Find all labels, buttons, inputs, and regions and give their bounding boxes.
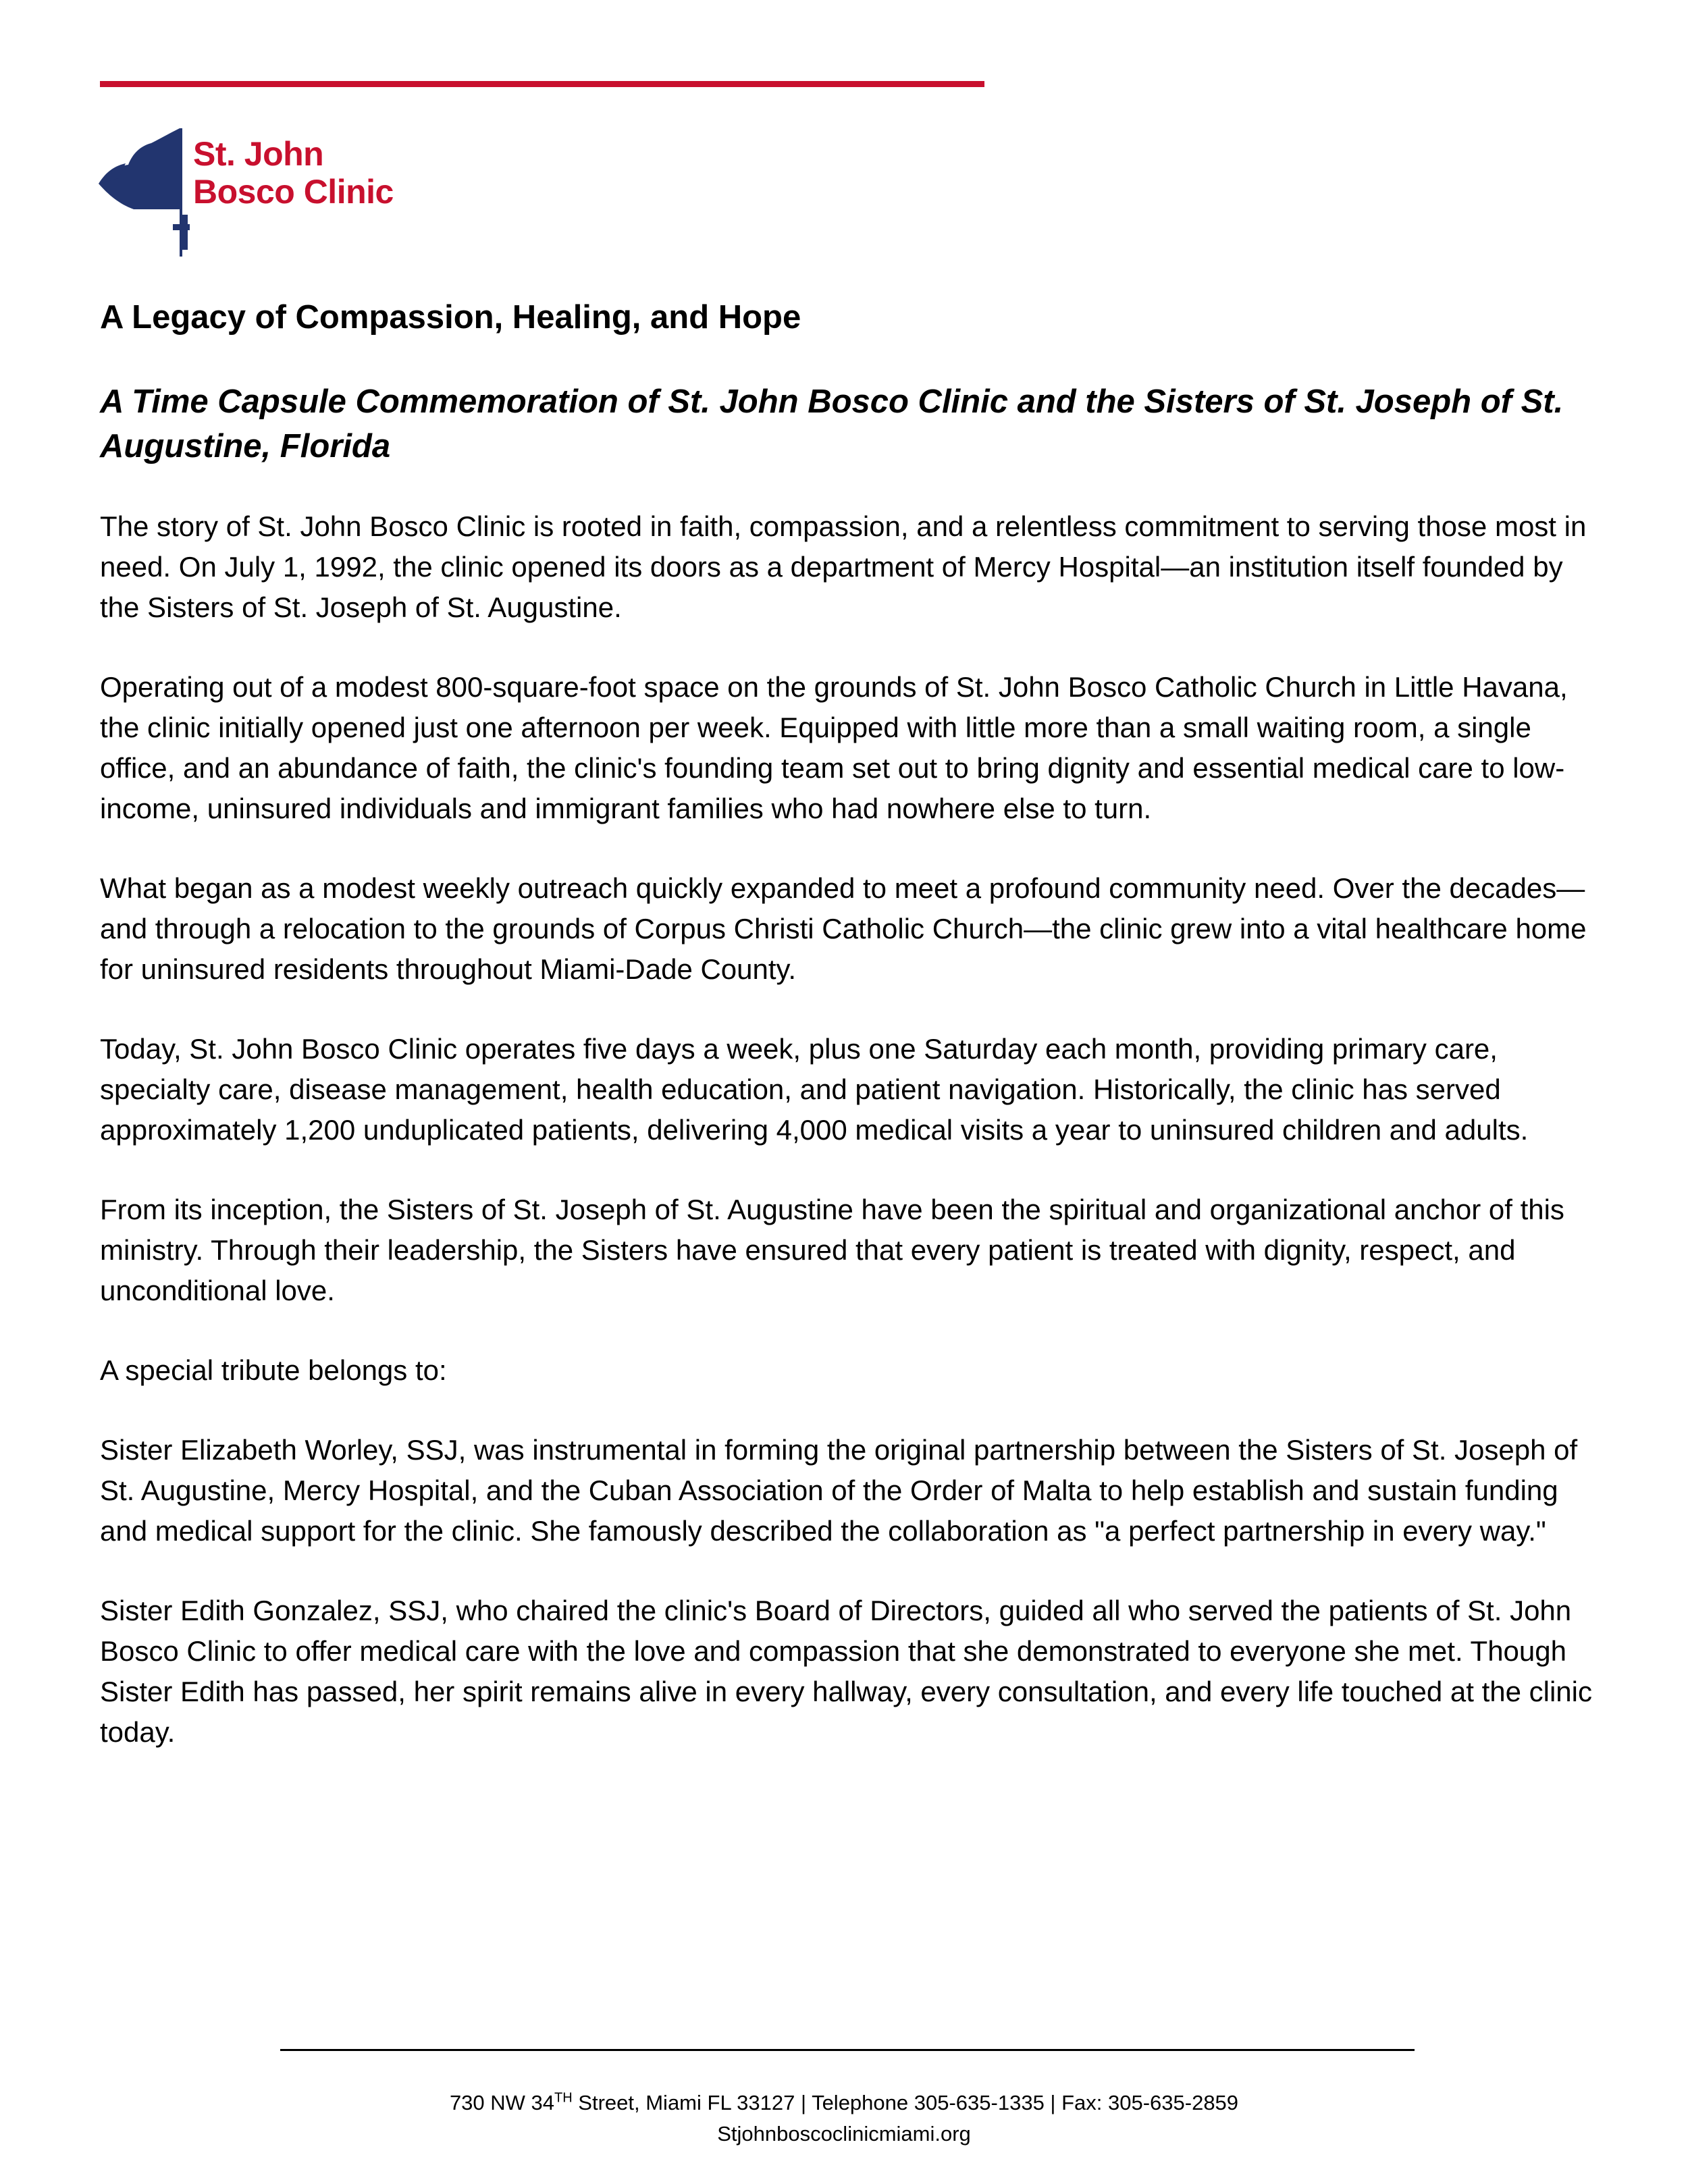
logo-line-1: St. John <box>193 135 324 173</box>
paragraph-tribute-intro: A special tribute belongs to: <box>100 1354 447 1386</box>
footer <box>0 2087 1688 2150</box>
paragraph-early-operations: Operating out of a modest 800-square-foot space on the grounds of St. John Bosco Catholic Church in Little Havana, the clinic initially opened just one afternoon per week. Equipped with little more than a small waiting room, a single office, and an abundance of faith, the clinic's founding team set out to bring dignity and essential medical care to low-income, uninsured individuals and immigrant families who had nowhere else to turn. <box>100 671 1568 824</box>
clinic-logo <box>99 128 396 257</box>
footer-address <box>0 2087 1688 2119</box>
address-superscript: TH <box>554 2090 573 2106</box>
document-title: A Legacy of Compassion, Healing, and Hope <box>100 299 801 336</box>
address-rest: Street, Miami FL 33127 | Telephone 305-635-1335 | Fax: 305-635-2859 <box>572 2091 1239 2114</box>
dove-cross-icon <box>99 128 190 257</box>
logo-wordmark <box>193 135 394 211</box>
paragraph-today: Today, St. John Bosco Clinic operates five days a week, plus one Saturday each month, providing primary care, specialty care, disease management, health education, and patient navigation. Historically, the clinic has served approximately 1,200 unduplicated patients, delivering 4,000 medical visits a year to uninsured children and adults. <box>100 1033 1529 1146</box>
paragraph-growth: What began as a modest weekly outreach quickly expanded to meet a profound community need. Over the decades—and through a relocation to the grounds of Corpus Christi Catholic Church—the clinic grew into a vital healthcare home for uninsured residents throughout Miami-Dade County. <box>100 872 1587 985</box>
paragraph-sister-edith: Sister Edith Gonzalez, SSJ, who chaired the clinic's Board of Directors, guided all who served the patients of St. John Bosco Clinic to offer medical care with the love and compassion that she demonstrated to everyone she met. Though Sister Edith has passed, her spirit remains alive in every hallway, every consultation, and every life touched at the clinic today. <box>100 1595 1592 1748</box>
paragraph-sister-elizabeth: Sister Elizabeth Worley, SSJ, was instrumental in forming the original partnership between the Sisters of St. Joseph of St. Augustine, Mercy Hospital, and the Cuban Association of the Order of Malta to help establish and sustain funding and medical support for the clinic. She famously described the collaboration as "a perfect partnership in every way." <box>100 1434 1578 1547</box>
paragraph-sisters: From its inception, the Sisters of St. Joseph of St. Augustine have been the spiritual and organizational anchor of this ministry. Through their leadership, the Sisters have ensured that every patient is treated with dignity, respect, and unconditional love. <box>100 1194 1564 1306</box>
header-rule <box>100 81 984 87</box>
document-body <box>100 297 1592 1792</box>
document-subtitle: A Time Capsule Commemoration of St. John Bosco Clinic and the Sisters of St. Joseph of St. Augustine, Florida <box>100 383 1564 464</box>
address-number: 730 NW 34 <box>449 2091 555 2114</box>
paragraph-origin: The story of St. John Bosco Clinic is rooted in faith, compassion, and a relentless commitment to serving those most in need. On July 1, 1992, the clinic opened its doors as a department of Mercy Hospital—an institution itself founded by the Sisters of St. Joseph of St. Augustine. <box>100 510 1587 623</box>
logo-line-2: Bosco Clinic <box>193 173 394 211</box>
footer-rule <box>280 2049 1415 2051</box>
footer-website: Stjohnboscoclinicmiami.org <box>717 2122 971 2146</box>
